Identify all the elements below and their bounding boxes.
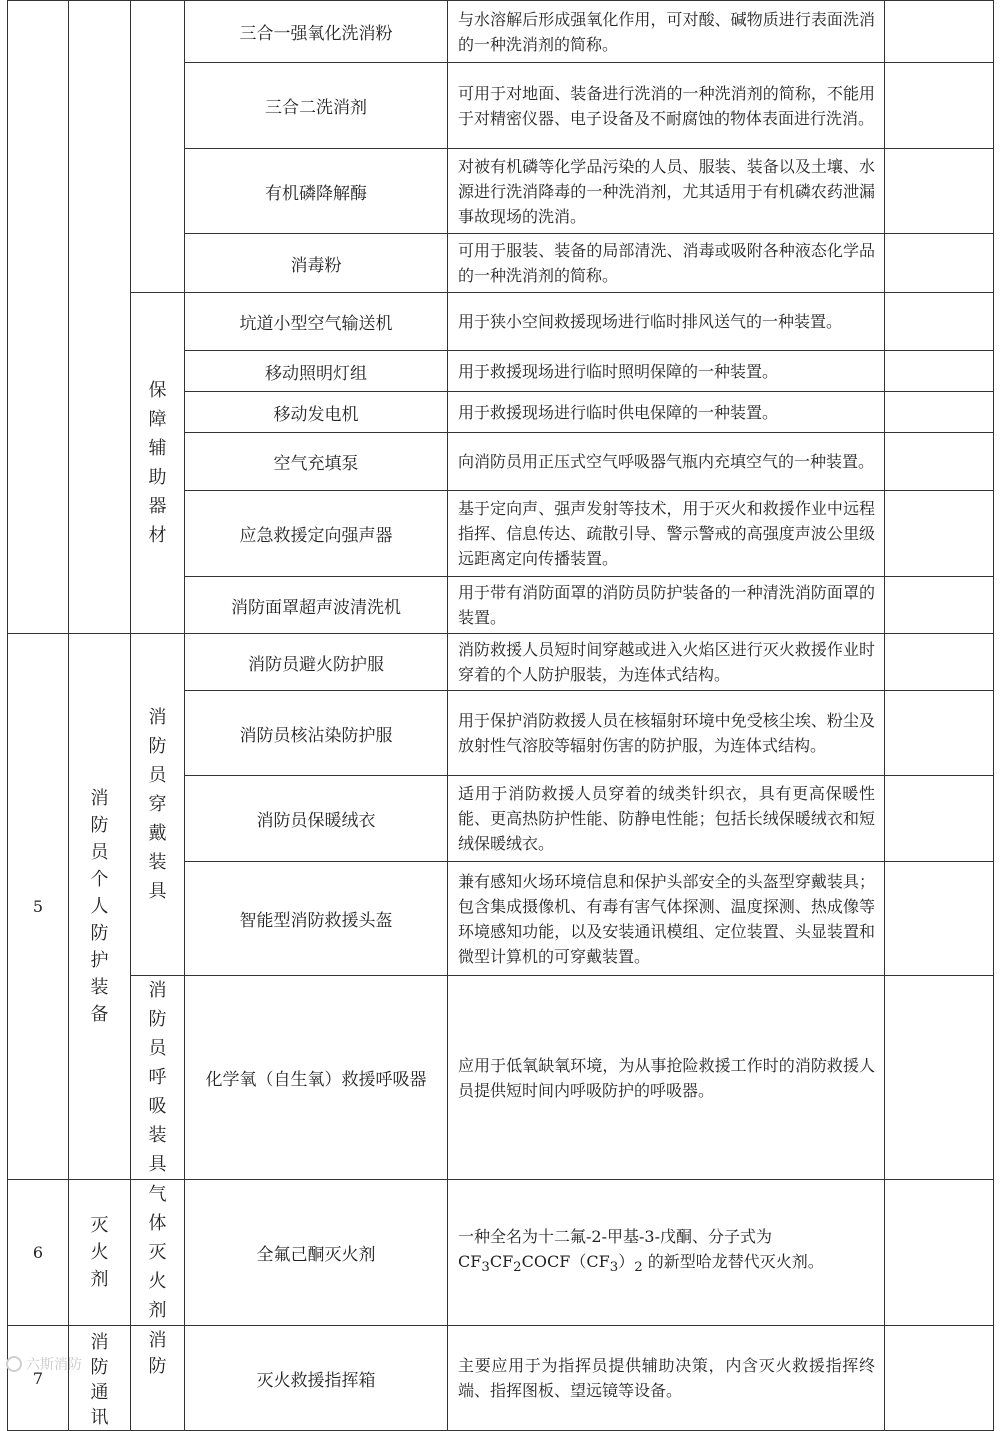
equipment-description: 兼有感知火场环境信息和保护头部安全的头盔型穿戴装具；包含集成摄像机、有毒有害气体探测、温度探测、热成像等环境感知功能，以及安装通讯模组、定位装置、头显装置和微型计算机的可穿戴装置。 bbox=[448, 862, 885, 976]
equipment-name: 移动照明灯组 bbox=[185, 351, 448, 392]
remark-cell bbox=[885, 392, 994, 433]
watermark-icon bbox=[6, 1356, 22, 1372]
item-number: 5 bbox=[8, 634, 69, 1180]
watermark-text: 六斯消防 bbox=[26, 1357, 82, 1373]
remark-cell bbox=[885, 63, 994, 149]
subcategory-breathing: 消防员呼吸装具 bbox=[131, 976, 185, 1180]
remark-cell bbox=[885, 634, 994, 691]
equipment-description: 可用于服装、装备的局部清洗、消毒或吸附各种液态化学品的一种洗消剂的简称。 bbox=[448, 234, 885, 293]
equipment-name: 化学氧（自生氧）救援呼吸器 bbox=[185, 976, 448, 1180]
table-row bbox=[8, 634, 994, 691]
equipment-description: 用于带有消防面罩的消防员防护装备的一种清洗消防面罩的装置。 bbox=[448, 577, 885, 634]
remark-cell bbox=[885, 234, 994, 293]
formula-part: COCF（CF bbox=[521, 1252, 610, 1272]
equipment-description: 消防救援人员短时间穿越或进入火焰区进行灭火救援作业时穿着的个人防护服装，为连体式结构。 bbox=[448, 634, 885, 691]
formula-subscript: 2 bbox=[513, 1260, 522, 1276]
subcategory-gas: 气体灭火剂 bbox=[131, 1180, 185, 1326]
formula-part: CF bbox=[489, 1252, 514, 1272]
table-row bbox=[8, 1326, 994, 1431]
equipment-description: 基于定向声、强声发射等技术，用于灭火和救援作业中远程指挥、信息传达、疏散引导、警示警戒的高强度声波公里级远距离定向传播装置。 bbox=[448, 491, 885, 577]
equipment-name: 消防员保暖绒衣 bbox=[185, 776, 448, 862]
equipment-description: 用于狭小空间救援现场进行临时排风送气的一种装置。 bbox=[448, 293, 885, 351]
description-text: 一种全名为十二氟-2-甲基-3-戊酮、分子式为 bbox=[458, 1227, 772, 1247]
equipment-name: 应急救援定向强声器 bbox=[185, 491, 448, 577]
equipment-name: 移动发电机 bbox=[185, 392, 448, 433]
subcategory-wear: 消防员穿戴装具 bbox=[131, 634, 185, 976]
equipment-name: 灭火救援指挥箱 bbox=[185, 1326, 448, 1431]
formula-subscript: 3 bbox=[481, 1260, 490, 1276]
equipment-name: 消防面罩超声波清洗机 bbox=[185, 577, 448, 634]
subcategory-cell-empty bbox=[131, 1, 185, 293]
remark-cell bbox=[885, 351, 994, 392]
description-text: 的新型哈龙替代灭火剂。 bbox=[647, 1252, 824, 1272]
remark-cell bbox=[885, 577, 994, 634]
number-cell-empty bbox=[8, 1, 69, 634]
table-row bbox=[8, 1, 994, 63]
remark-cell bbox=[885, 149, 994, 234]
formula-part: ） bbox=[618, 1252, 635, 1272]
remark-cell bbox=[885, 976, 994, 1180]
remark-cell bbox=[885, 433, 994, 491]
item-number: 7 bbox=[8, 1326, 69, 1431]
remark-cell bbox=[885, 1180, 994, 1326]
equipment-name: 有机磷降解酶 bbox=[185, 149, 448, 234]
equipment-name: 全氟己酮灭火剂 bbox=[185, 1180, 448, 1326]
equipment-description bbox=[448, 1180, 885, 1326]
category-personal-protection: 消防员个人防护装备 bbox=[69, 634, 131, 1180]
equipment-description: 适用于消防救援人员穿着的绒类针织衣，具有更高保暖性能、更高热防护性能、防静电性能；包括长绒保暖绒衣和短绒保暖绒衣。 bbox=[448, 776, 885, 862]
remark-cell bbox=[885, 491, 994, 577]
equipment-description: 用于保护消防救援人员在核辐射环境中免受核尘埃、粉尘及放射性气溶胶等辐射伤害的防护服，为连体式结构。 bbox=[448, 691, 885, 776]
formula-subscript: 3 bbox=[609, 1260, 619, 1276]
table-row bbox=[8, 1180, 994, 1326]
equipment-name: 智能型消防救援头盔 bbox=[185, 862, 448, 976]
equipment-description: 用于救援现场进行临时供电保障的一种装置。 bbox=[448, 392, 885, 433]
equipment-description: 与水溶解后形成强氧化作用，可对酸、碱物质进行表面洗消的一种洗消剂的简称。 bbox=[448, 1, 885, 63]
formula-subscript: 2 bbox=[634, 1260, 643, 1276]
category-cell-empty bbox=[69, 1, 131, 634]
remark-cell bbox=[885, 776, 994, 862]
equipment-name: 空气充填泵 bbox=[185, 433, 448, 491]
remark-cell bbox=[885, 862, 994, 976]
formula-part: CF bbox=[458, 1252, 482, 1272]
equipment-description: 对被有机磷等化学品污染的人员、服装、装备以及土壤、水源进行洗消降毒的一种洗消剂，尤其适用于有机磷农药泄漏事故现场的洗消。 bbox=[448, 149, 885, 234]
equipment-description: 可用于对地面、装备进行洗消的一种洗消剂的简称，不能用于对精密仪器、电子设备及不耐腐蚀的物体表面进行洗消。 bbox=[448, 63, 885, 149]
equipment-name: 消防员避火防护服 bbox=[185, 634, 448, 691]
equipment-description: 向消防员用正压式空气呼吸器气瓶内充填空气的一种装置。 bbox=[448, 433, 885, 491]
equipment-name: 消毒粉 bbox=[185, 234, 448, 293]
equipment-description: 用于救援现场进行临时照明保障的一种装置。 bbox=[448, 351, 885, 392]
remark-cell bbox=[885, 293, 994, 351]
item-number: 6 bbox=[8, 1180, 69, 1326]
table-row bbox=[8, 293, 994, 351]
equipment-name: 消防员核沾染防护服 bbox=[185, 691, 448, 776]
equipment-description: 主要应用于为指挥员提供辅助决策，内含灭火救援指挥终端、指挥图板、望远镜等设备。 bbox=[448, 1326, 885, 1431]
equipment-name: 坑道小型空气输送机 bbox=[185, 293, 448, 351]
table-row bbox=[8, 976, 994, 1180]
remark-cell bbox=[885, 1, 994, 63]
equipment-name: 三合一强氧化洗消粉 bbox=[185, 1, 448, 63]
watermark bbox=[6, 1354, 82, 1374]
category-communication: 消防通讯 bbox=[69, 1326, 131, 1431]
remark-cell bbox=[885, 1326, 994, 1431]
equipment-table bbox=[7, 0, 994, 1431]
equipment-name: 三合二洗消剂 bbox=[185, 63, 448, 149]
category-extinguishing-agent: 灭火剂 bbox=[69, 1180, 131, 1326]
subcategory-support: 保障辅助器材 bbox=[131, 293, 185, 634]
remark-cell bbox=[885, 691, 994, 776]
subcategory-communication: 消防 bbox=[131, 1326, 185, 1431]
equipment-description: 应用于低氧缺氧环境，为从事抢险救援工作时的消防救援人员提供短时间内呼吸防护的呼吸器。 bbox=[448, 976, 885, 1180]
